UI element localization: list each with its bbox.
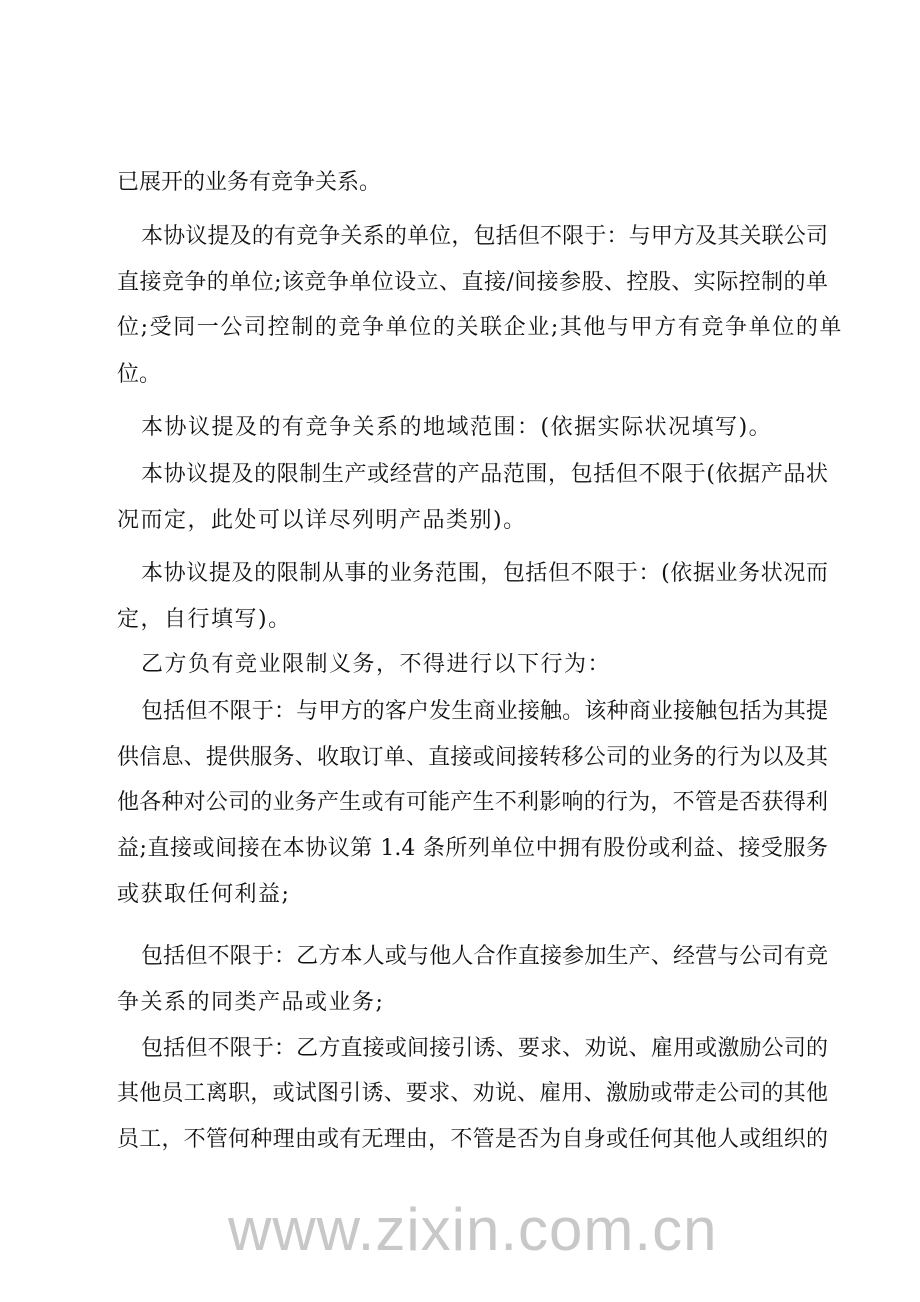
text-line: 包括但不限于：乙方直接或间接引诱、要求、劝说、雇用或激励公司的 xyxy=(141,1036,828,1061)
text-line: 或获取任何利益; xyxy=(117,882,291,907)
text-line: 位;受同一公司控制的竞争单位的关联企业;其他与甲方有竞争单位的单 xyxy=(117,315,844,340)
text-line: 况而定，此处可以详尽列明产品类别)。 xyxy=(117,508,527,533)
text-line: 益;直接或间接在本协议第 1.4 条所列单位中拥有股份或利益、接受服务 xyxy=(117,836,828,861)
text-line: 包括但不限于：乙方本人或与他人合作直接参加生产、经营与公司有竞 xyxy=(141,944,828,969)
text-line: 直接竞争的单位;该竞争单位设立、直接/间接参股、控股、实际控制的单 xyxy=(117,270,828,295)
text-line: 乙方负有竞业限制义务，不得进行以下行为： xyxy=(141,652,612,677)
text-line: 供信息、提供服务、收取订单、直接或间接转移公司的业务的行为以及其 xyxy=(117,745,828,770)
text-line: 其他员工离职，或试图引诱、要求、劝说、雇用、激励或带走公司的其他 xyxy=(117,1081,828,1106)
text-line: 位。 xyxy=(117,362,162,387)
text-line: 争关系的同类产品或业务; xyxy=(117,990,385,1015)
watermark: www.zixin.com.cn xyxy=(228,1196,718,1263)
text-line: 本协议提及的限制从事的业务范围，包括但不限于：(依据业务状况而 xyxy=(141,561,828,586)
text-line: 他各种对公司的业务产生或有可能产生不利影响的行为，不管是否获得利 xyxy=(117,790,828,815)
text-line: 本协议提及的有竞争关系的地域范围：(依据实际状况填写)。 xyxy=(141,415,773,440)
text-line: 本协议提及的有竞争关系的单位，包括但不限于：与甲方及其关联公司 xyxy=(141,224,828,249)
text-line: 定，自行填写)。 xyxy=(117,607,292,632)
text-line: 已展开的业务有竞争关系。 xyxy=(117,170,382,195)
text-line: 本协议提及的限制生产或经营的产品范围，包括但不限于(依据产品状 xyxy=(141,462,828,487)
text-line: 包括但不限于：与甲方的客户发生商业接触。该种商业接触包括为其提 xyxy=(141,699,828,724)
text-line: 员工，不管何种理由或有无理由，不管是否为自身或任何其他人或组织的 xyxy=(117,1127,828,1152)
